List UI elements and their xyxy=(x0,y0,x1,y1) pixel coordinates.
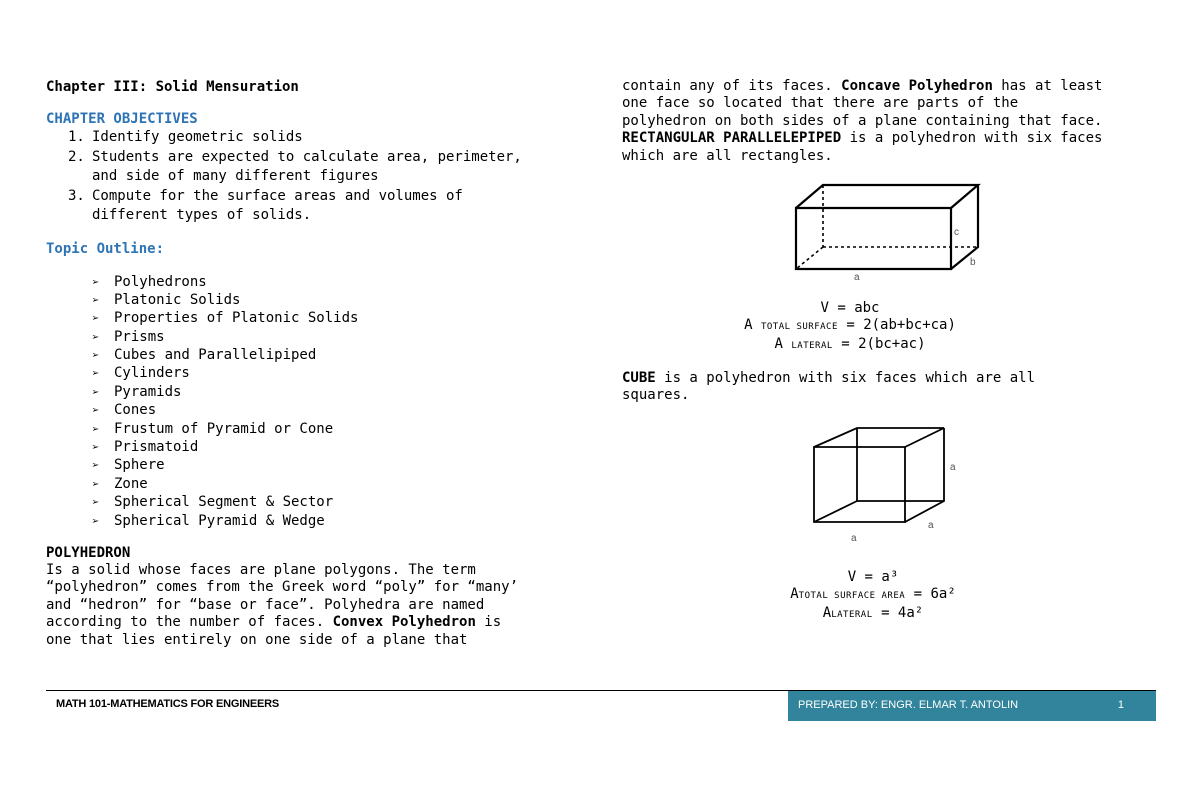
objective-item: 3. Compute for the surface areas and volumes of different types of solids. xyxy=(68,187,463,223)
objective-item: 2. Students are expected to calculate area, perimeter, and side of many different figures xyxy=(68,148,522,184)
arrow-bullet-icon: ➢ xyxy=(92,495,100,510)
label-a: a xyxy=(854,272,860,283)
topic-item: ➢ Prisms xyxy=(92,328,165,345)
objectives-heading: CHAPTER OBJECTIVES xyxy=(46,111,198,127)
topic-item: ➢ Prismatoid xyxy=(92,439,199,456)
arrow-bullet-icon: ➢ xyxy=(92,274,100,289)
topic-item: ➢ Cylinders xyxy=(92,365,190,382)
label-c: c xyxy=(954,227,959,238)
arrow-bullet-icon: ➢ xyxy=(92,403,100,418)
footer-prepared-by: PREPARED BY: ENGR. ELMAR T. ANTOLIN xyxy=(798,699,1019,711)
topic-item: ➢ Cones xyxy=(92,402,157,419)
parallelepiped-figure xyxy=(780,180,990,285)
box-formulas xyxy=(700,300,1000,355)
topic-item: ➢ Polyhedrons xyxy=(92,273,207,290)
box-lateral-formula: A LATERAL = 2(bc+ac) xyxy=(774,336,926,352)
topic-item: ➢ Properties of Platonic Solids xyxy=(92,310,359,327)
topic-outline-heading: Topic Outline: xyxy=(46,240,165,257)
box-total-surface-formula: A TOTAL SURFACE = 2(ab+bc+ca) xyxy=(744,317,956,333)
cube-total-surface-formula: ATOTAL SURFACE AREA = 6a² xyxy=(790,586,956,602)
cube-back-edge xyxy=(814,501,857,522)
polyhedron-heading: POLYHEDRON xyxy=(46,544,131,561)
arrow-bullet-icon: ➢ xyxy=(92,366,100,381)
cube-paragraph: CUBE is a polyhedron with six faces which are all squares. xyxy=(622,370,1036,404)
arrow-bullet-icon: ➢ xyxy=(92,421,100,436)
cube-formulas xyxy=(738,569,1008,624)
topic-item: ➢ Pyramids xyxy=(92,383,182,400)
cube-figure xyxy=(800,422,970,547)
topic-item: ➢ Cubes and Parallelipiped xyxy=(92,347,317,364)
arrow-bullet-icon: ➢ xyxy=(92,476,100,491)
cube-label-a: a xyxy=(928,520,934,531)
footer-course: MATH 101-MATHEMATICS FOR ENGINEERS xyxy=(56,698,279,710)
topic-list xyxy=(46,273,586,530)
arrow-bullet-icon: ➢ xyxy=(92,292,100,307)
chapter-title: Chapter III: Solid Mensuration xyxy=(46,79,299,95)
objective-item: 1. Identify geometric solids xyxy=(68,129,303,145)
label-b: b xyxy=(970,257,976,268)
topic-item: ➢ Sphere xyxy=(92,457,165,474)
topic-item: ➢ Platonic Solids xyxy=(92,291,241,308)
cube-right-face xyxy=(905,428,944,522)
arrow-bullet-icon: ➢ xyxy=(92,458,100,473)
arrow-bullet-icon: ➢ xyxy=(92,513,100,528)
topic-item: ➢ Spherical Segment & Sector xyxy=(92,494,334,511)
front-face xyxy=(796,208,951,269)
arrow-bullet-icon: ➢ xyxy=(92,440,100,455)
arrow-bullet-icon: ➢ xyxy=(92,348,100,363)
cube-label-a: a xyxy=(950,462,956,473)
hidden-edge xyxy=(796,247,823,269)
topic-item: ➢ Frustum of Pyramid or Cone xyxy=(92,420,334,437)
cube-top-face xyxy=(814,428,944,447)
cube-label-a: a xyxy=(851,533,857,544)
box-volume-formula: V = abc xyxy=(820,300,880,316)
polyhedron-paragraph: Is a solid whose faces are plane polygons. The term “polyhedron” comes from the Greek word “poly” for “many’ and “hedron” for “base or face”. Polyhedra are named according to the number of faces. Convex Polyhedron is one that lies entirely on one side of a plane that xyxy=(46,561,519,648)
topic-item: ➢ Spherical Pyramid & Wedge xyxy=(92,512,325,529)
right-column xyxy=(622,78,1162,165)
cube-front-face xyxy=(814,447,905,522)
page-number: 1 xyxy=(1117,699,1124,711)
topic-item: ➢ Zone xyxy=(92,475,148,492)
arrow-bullet-icon: ➢ xyxy=(92,311,100,326)
arrow-bullet-icon: ➢ xyxy=(92,384,100,399)
concave-paragraph: contain any of its faces. Concave Polyhedron has at least one face so located that there are parts of the polyhedron on both sides of a plane containing that face. RECTANGULAR PARALLELEPIPED is a polyhedron with six faces which are all rectangles. xyxy=(622,78,1103,164)
cube-lateral-formula: ALATERAL = 4a² xyxy=(822,605,924,621)
arrow-bullet-icon: ➢ xyxy=(92,329,100,344)
objectives-list xyxy=(46,128,586,226)
cube-volume-formula: V = a³ xyxy=(847,569,899,585)
footer-banner xyxy=(788,691,1156,721)
left-column xyxy=(46,78,586,649)
